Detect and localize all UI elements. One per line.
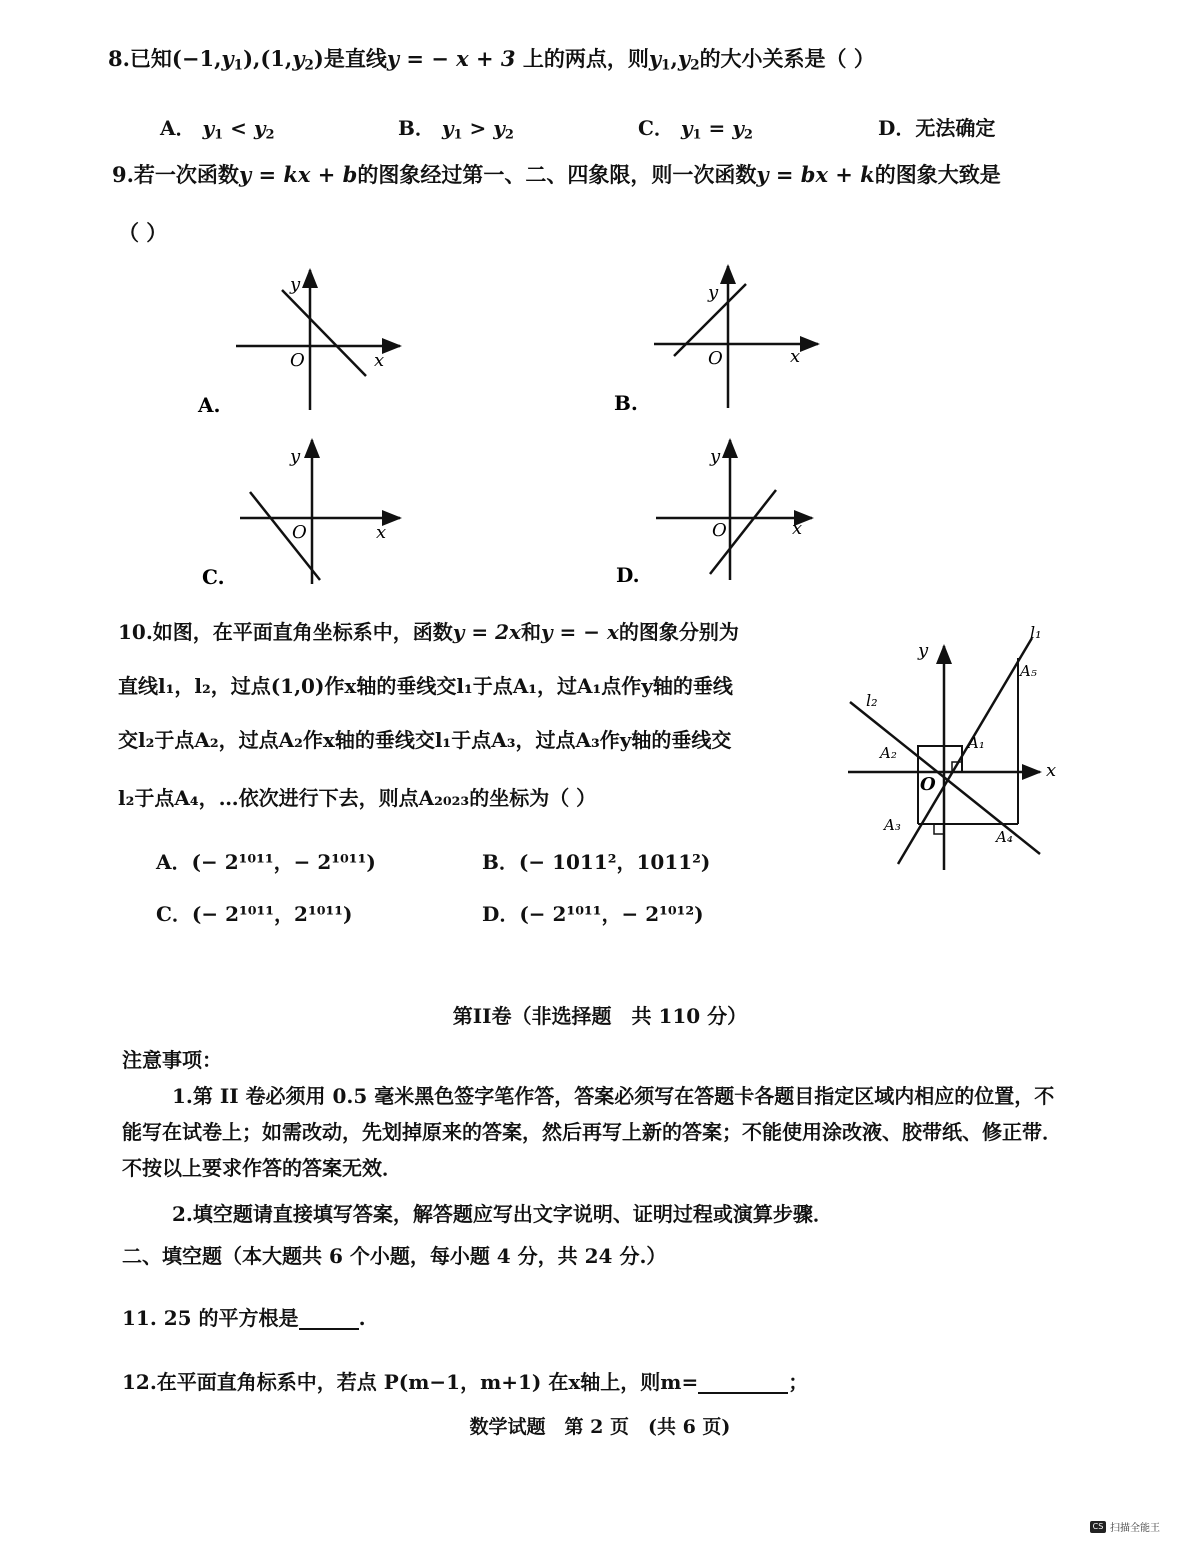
q8-stem-part: 的大小关系是（ ）: [699, 46, 875, 71]
q12-answer-blank[interactable]: [698, 1372, 788, 1394]
q9-option-a-label: A.: [198, 393, 221, 417]
origin-label: O: [708, 348, 723, 369]
q9-equation-1: y = kx + b: [238, 162, 358, 187]
q10-text: 10.如图，在平面直角坐标系中，函数: [118, 620, 453, 644]
q8-option-label: B．: [398, 116, 435, 140]
q9-stem-part: 9.若一次函数: [112, 162, 239, 187]
q8-option-d[interactable]: D．无法确定: [878, 116, 996, 140]
q11-answer-blank[interactable]: [299, 1308, 359, 1330]
notice-2: 2.填空题请直接填写答案，解答题应写出文字说明、证明过程或演算步骤．: [172, 1202, 833, 1226]
scanner-watermark: [1090, 1519, 1160, 1534]
q9-answer-paren: （ ）: [118, 220, 168, 245]
q11-text: 11. 25 的平方根是: [122, 1306, 299, 1330]
y-axis-label: y: [290, 446, 301, 467]
q10-line-4: l₂于点A₄，…依次进行下去，则点A₂₀₂₃的坐标为（ ）: [118, 786, 597, 810]
q10-option-c[interactable]: C．(− 2¹⁰¹¹，2¹⁰¹¹): [156, 902, 353, 926]
part2-title: 第II卷（非选择题 共 110 分）: [452, 1004, 748, 1028]
q12-text: 12.在平面直角标系中，若点 P(m−1，m+1) 在x轴上，则m=: [122, 1370, 699, 1394]
a3-label: A₃: [884, 816, 901, 834]
q11: [122, 1308, 366, 1330]
q9-graph-b[interactable]: [614, 266, 818, 415]
q10-option-a[interactable]: A．(− 2¹⁰¹¹，− 2¹⁰¹¹): [156, 850, 376, 874]
q10-eq2: y = − x: [540, 620, 619, 644]
q8-option-label: C．: [638, 116, 674, 140]
q9-option-c-label: C.: [202, 565, 225, 589]
q10-line-2: 直线l₁，l₂，过点(1,0)作x轴的垂线交l₁于点A₁，过A₁点作y轴的垂线: [118, 674, 733, 698]
q10-line-3: 交l₂于点A₂，过点A₂作x轴的垂线交l₁于点A₃，过点A₃作y轴的垂线交: [118, 728, 732, 752]
l2-label: l₂: [866, 691, 878, 710]
a5-label: A₅: [1020, 662, 1037, 680]
l1-label: l₁: [1030, 623, 1042, 642]
q8-stem-part: )是直线: [313, 46, 387, 71]
x-axis-label: x: [792, 518, 803, 539]
origin-label: O: [712, 520, 727, 541]
q11-text: .: [358, 1306, 366, 1330]
scanner-watermark-text: 扫描全能王: [1110, 1523, 1160, 1534]
q10-text: 和: [520, 620, 541, 644]
y-axis-label: y: [290, 274, 301, 295]
origin-label: O: [290, 350, 305, 371]
q12: [122, 1372, 808, 1394]
q8-option-c[interactable]: C． $y_1 = y_2$: [638, 116, 753, 143]
x-axis-label: x: [376, 522, 387, 543]
section-2-heading: 二、填空题（本大题共 6 个小题，每小题 4 分，共 24 分.）: [122, 1244, 667, 1268]
q10-option-d[interactable]: D．(− 2¹⁰¹¹，− 2¹⁰¹²): [482, 902, 704, 926]
q10-figure: [848, 623, 1056, 870]
y-axis-label: y: [708, 282, 719, 303]
q8-option-b[interactable]: B． $y_1 > y_2$: [398, 116, 514, 143]
q10-text: 的图象分别为: [618, 620, 739, 644]
function-line: [250, 492, 320, 580]
q9-graph-d[interactable]: [616, 440, 812, 587]
a4-label: A₄: [996, 828, 1013, 846]
q8-y: y: [677, 46, 691, 71]
right-angle-mark: [934, 824, 944, 834]
x-axis-label: x: [790, 346, 801, 367]
q8-y: y: [292, 46, 305, 71]
q8-stem-part: 上的两点，则: [515, 46, 649, 71]
q8-y: y: [648, 46, 662, 71]
notice-1: 1.第 II 卷必须用 0.5 毫米黑色签字笔作答，答案必须写在答题卡各题目指定区域内相应的位置，不能写在试卷上；如需改动，先划掉原来的答案，然后再写上新的答案；不能使用涂改液、胶带纸、修正带．不按以上要求作答的答案无效．: [122, 1084, 1062, 1180]
x-axis-label: x: [374, 350, 385, 371]
origin-label: O: [920, 774, 936, 795]
q8-option-a[interactable]: A． $y_1 < y_2$: [160, 116, 275, 143]
q10-option-b[interactable]: B．(− 1011²，1011²): [482, 850, 711, 874]
q12-text: ；: [788, 1370, 809, 1394]
y-axis-label: y: [918, 640, 929, 661]
a2-label: A₂: [880, 744, 897, 762]
x-axis-label: x: [1046, 760, 1057, 781]
a1-label: A₁: [968, 734, 985, 752]
q9-equation-2: y = bx + k: [756, 162, 875, 187]
q9-stem-part: 的图象大致是: [874, 162, 1001, 187]
page-footer: 数学试题 第 2 页 (共 6 页): [469, 1416, 731, 1438]
q8-stem: 8.已知$(-1,y_1),(1,y_2)$是直线y = − x + 3 上的两点，则$y_1,y_2$的大小关系是（ ）: [108, 46, 875, 74]
q9-graph-a[interactable]: [197, 270, 400, 417]
q10-line-1: [118, 622, 739, 642]
q8-stem-part: ),(1,: [243, 46, 293, 71]
q9-option-b-label: B.: [614, 391, 638, 415]
q9-option-d-label: D.: [616, 563, 640, 587]
q8-y: y: [221, 46, 234, 71]
origin-label: O: [292, 522, 307, 543]
q8-stem-part: 8.已知(−1,: [108, 46, 222, 71]
q8-equation: y = − x + 3: [386, 46, 516, 71]
q10-eq1: y = 2x: [452, 620, 521, 644]
q8-option-label: A．: [160, 116, 196, 140]
q9-stem-part: 的图象经过第一、二、四象限，则一次函数: [357, 162, 757, 187]
y-axis-label: y: [710, 446, 721, 467]
q9-graph-c[interactable]: [202, 440, 400, 589]
notice-title: 注意事项：: [122, 1048, 222, 1072]
scanner-logo-icon: CS: [1090, 1521, 1106, 1533]
